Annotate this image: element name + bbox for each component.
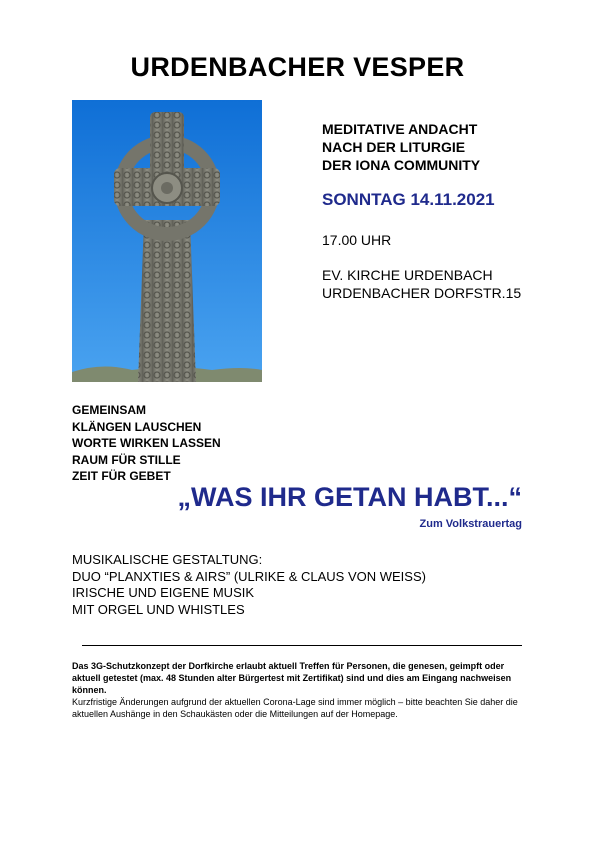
notice-3g-rules: Das 3G-Schutzkonzept der Dorfkirche erlaubt aktuell Treffen für Personen, die genesen, geimpft oder aktuell getestet (max. 48 Stunden alter Bürgertest mit Zertifikat) sind und dies am Eingang nachweisen können. xyxy=(72,661,512,695)
divider xyxy=(82,645,522,646)
venue-line: URDENBACHER DORFSTR.15 xyxy=(322,285,522,301)
venue-line: EV. KIRCHE URDENBACH xyxy=(322,267,493,283)
event-time: 17.00 UHR xyxy=(322,232,392,248)
activity-item: WORTE WIRKEN LASSEN xyxy=(72,436,221,450)
notice-changes: Kurzfristige Änderungen aufgrund der aktuellen Corona-Lage sind immer möglich – bitte beachten Sie daher die aktuellen Aushänge in den Schaukästen oder die Mitteilungen auf der Homepage. xyxy=(72,697,518,719)
music-line: MUSIKALISCHE GESTALTUNG: xyxy=(72,552,263,567)
theme-quote: „WAS IHR GETAN HABT...“ xyxy=(177,482,522,512)
event-date: SONNTAG 14.11.2021 xyxy=(322,190,495,209)
covid-notice xyxy=(72,660,527,720)
event-venue xyxy=(322,266,521,302)
celtic-cross-image xyxy=(72,100,262,382)
music-info xyxy=(72,552,426,618)
subtitle-line: DER IONA COMMUNITY xyxy=(322,157,481,173)
activities-list xyxy=(72,402,221,485)
activity-item: ZEIT FÜR GEBET xyxy=(72,469,171,483)
page-title: URDENBACHER VESPER xyxy=(130,52,465,82)
theme-occasion: Zum Volkstrauertag xyxy=(419,518,522,530)
activity-item: RAUM FÜR STILLE xyxy=(72,452,181,467)
subtitle-line: NACH DER LITURGIE xyxy=(322,139,466,155)
music-line: IRISCHE UND EIGENE MUSIK xyxy=(72,585,255,600)
celtic-cross-photo xyxy=(72,100,262,382)
activity-item: KLÄNGEN LAUSCHEN xyxy=(72,419,202,434)
activity-item: GEMEINSAM xyxy=(72,403,147,417)
liturgy-description xyxy=(322,120,480,174)
music-line: MIT ORGEL UND WHISTLES xyxy=(72,601,245,617)
subtitle-line: MEDITATIVE ANDACHT xyxy=(322,121,478,137)
music-line: DUO “PLANXTIES & AIRS” (ULRIKE & CLAUS VON WEISS) xyxy=(72,568,426,584)
